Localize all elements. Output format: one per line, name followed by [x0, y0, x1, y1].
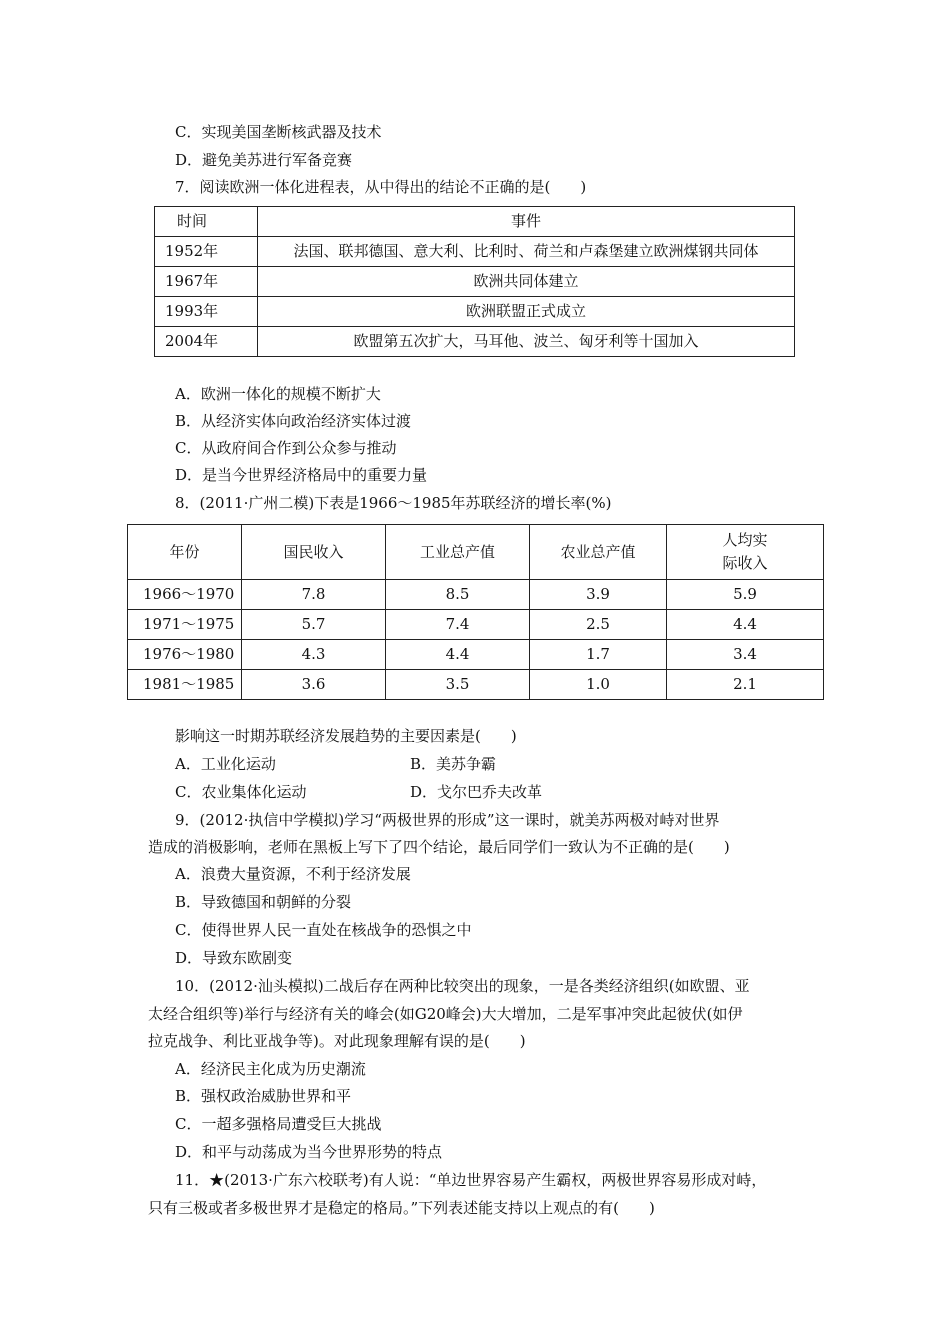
q9-option-c: C．使得世界人民一直处在核战争的恐惧之中 [175, 921, 472, 939]
q8-question: 影响这一时期苏联经济发展趋势的主要因素是( ) [175, 727, 517, 745]
q10-stem-line2: 太经合组织等)举行与经济有关的峰会(如G20峰会)大大增加，二是军事冲突此起彼伏(如伊 [148, 1005, 743, 1023]
table-cell: 4.4 [386, 640, 530, 670]
table-cell: 1967年 [155, 267, 258, 297]
table-cell: 7.8 [242, 580, 386, 610]
q7-stem: 7．阅读欧洲一体化进程表，从中得出的结论不正确的是( ) [175, 178, 587, 196]
table-cell: 1993年 [155, 297, 258, 327]
q9-option-a: A．浪费大量资源，不利于经济发展 [175, 865, 411, 883]
q11-stem-line2: 只有三极或者多极世界才是稳定的格局。”下列表述能支持以上观点的有( ) [148, 1199, 655, 1217]
q8-option-a: A．工业化运动 [175, 755, 276, 773]
table-header-cell: 工业总产值 [386, 525, 530, 580]
table-cell: 1.7 [530, 640, 667, 670]
table-cell: 1952年 [155, 237, 258, 267]
table-cell: 法国、联邦德国、意大利、比利时、荷兰和卢森堡建立欧洲煤钢共同体 [258, 237, 795, 267]
table-header-cell: 年份 [128, 525, 242, 580]
q8-option-c: C．农业集体化运动 [175, 783, 307, 801]
table-header-cell: 事件 [258, 207, 795, 237]
table-cell: 欧盟第五次扩大，马耳他、波兰、匈牙利等十国加入 [258, 327, 795, 357]
table-cell: 1976～1980 [128, 640, 242, 670]
q11-stem-line1: 11．★(2013·广东六校联考)有人说：“单边世界容易产生霸权，两极世界容易形成对峙， [175, 1171, 767, 1189]
table-cell: 4.4 [667, 610, 824, 640]
q9-stem-line2: 造成的消极影响，老师在黑板上写下了四个结论，最后同学们一致认为不正确的是( ) [148, 838, 730, 856]
q7-option-a: A．欧洲一体化的规模不断扩大 [175, 385, 381, 403]
q9-stem-line1: 9．(2012·执信中学模拟)学习“两极世界的形成”这一课时，就美苏两极对峙对世界 [175, 811, 720, 829]
q10-stem-line1: 10．(2012·汕头模拟)二战后存在两种比较突出的现象，一是各类经济组织(如欧盟、亚 [175, 977, 750, 995]
header-line: 际收入 [722, 554, 768, 572]
table-cell: 7.4 [386, 610, 530, 640]
q10-option-a: A．经济民主化成为历史潮流 [175, 1060, 366, 1078]
table-cell: 3.6 [242, 670, 386, 700]
header-line: 人均实 [722, 530, 768, 549]
q7-table [154, 206, 795, 357]
q10-option-c: C．一超多强格局遭受巨大挑战 [175, 1115, 382, 1133]
table-cell: 1981～1985 [128, 670, 242, 700]
table-cell: 欧洲共同体建立 [258, 267, 795, 297]
table-cell: 1971～1975 [128, 610, 242, 640]
q6-option-c: C．实现美国垄断核武器及技术 [175, 123, 382, 141]
q8-option-b: B．美苏争霸 [410, 755, 497, 773]
q7-option-d: D．是当今世界经济格局中的重要力量 [175, 466, 428, 484]
table-cell: 5.7 [242, 610, 386, 640]
table-header-cell: 国民收入 [242, 525, 386, 580]
table-cell: 2.1 [667, 670, 824, 700]
table-cell: 2004年 [155, 327, 258, 357]
q8-option-d: D．戈尔巴乔夫改革 [410, 783, 543, 801]
table-header-cell [667, 525, 824, 580]
table-cell: 3.9 [530, 580, 667, 610]
table-cell: 5.9 [667, 580, 824, 610]
table-cell: 3.4 [667, 640, 824, 670]
q10-option-d: D．和平与动荡成为当今世界形势的特点 [175, 1143, 443, 1161]
table-cell: 2.5 [530, 610, 667, 640]
table-cell: 1.0 [530, 670, 667, 700]
q7-option-c: C．从政府间合作到公众参与推动 [175, 439, 397, 457]
table-cell: 4.3 [242, 640, 386, 670]
table-cell: 3.5 [386, 670, 530, 700]
q6-option-d: D．避免美苏进行军备竞赛 [175, 151, 353, 169]
q10-stem-line3: 拉克战争、利比亚战争等)。对此现象理解有误的是( ) [148, 1032, 526, 1050]
q7-option-b: B．从经济实体向政治经济实体过渡 [175, 412, 412, 430]
table-cell: 欧洲联盟正式成立 [258, 297, 795, 327]
q8-stem: 8．(2011·广州二模)下表是1966～1985年苏联经济的增长率(%) [175, 494, 612, 512]
table-cell: 8.5 [386, 580, 530, 610]
q8-table [127, 524, 824, 700]
table-header-cell: 农业总产值 [530, 525, 667, 580]
q9-option-d: D．导致东欧剧变 [175, 949, 293, 967]
q10-option-b: B．强权政治威胁世界和平 [175, 1087, 352, 1105]
table-header-cell: 时间 [155, 207, 258, 237]
q9-option-b: B．导致德国和朝鲜的分裂 [175, 893, 352, 911]
table-cell: 1966～1970 [128, 580, 242, 610]
